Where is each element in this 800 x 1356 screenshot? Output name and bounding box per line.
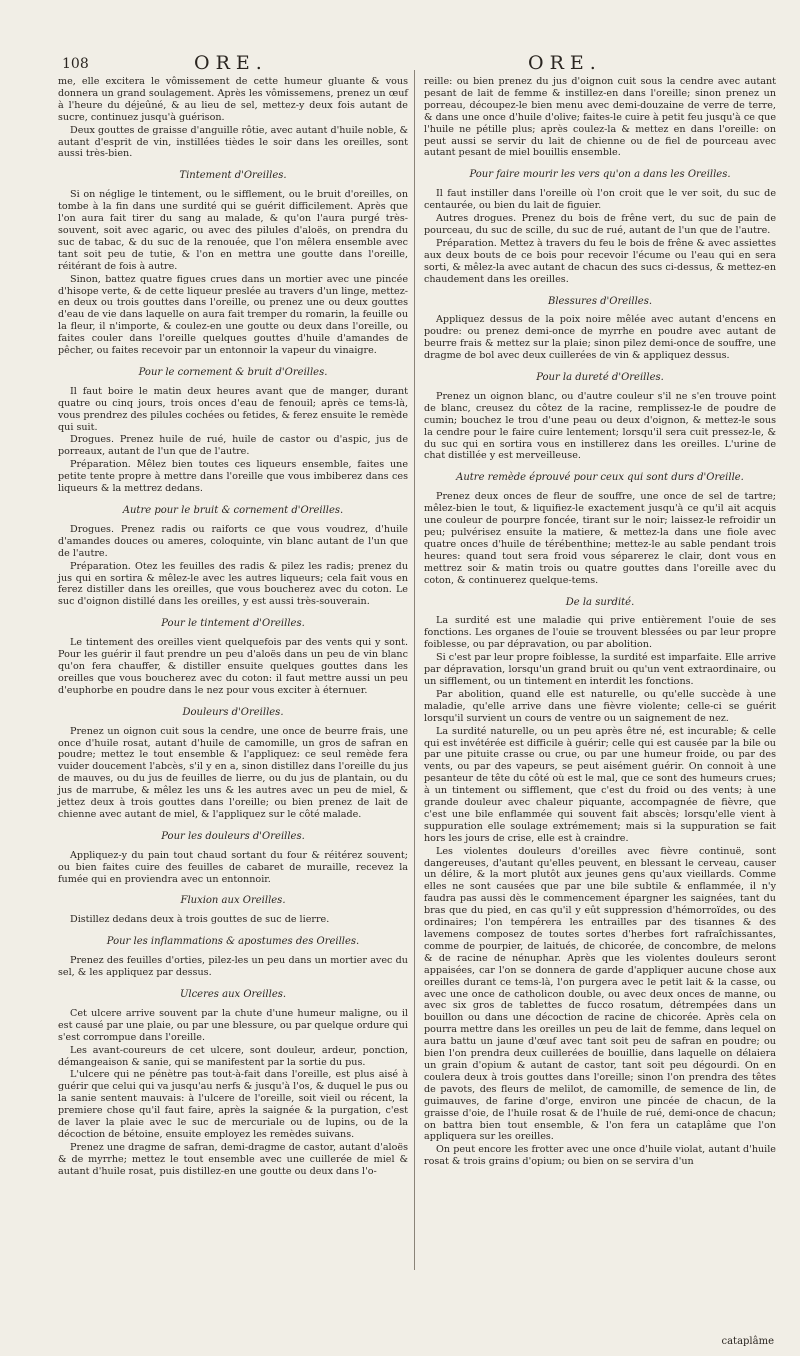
column-divider [414,70,415,1270]
section-heading: Pour la dureté d'Oreilles. [536,372,664,384]
paragraph: Distillez dedans deux à trois gouttes de suc de lierre. [70,914,330,926]
paragraph: La surdité est une maladie qui prive entièrement l'ouie de ses fonctions. Les organes de l'ouie se trouvent blessées ou par leur propre foiblesse, ou par dépravation, ou par abolition. [424,615,776,651]
paragraph: Prenez un oignon cuit sous la cendre, une once de beurre frais, une once d'huile rosat, autant d'huile de camomille, un gros de safran en poudre; mettez le tout ensemble & l'appliquez: ce seul remède fera vuider doucement l'abcès, s'il y en a, sinon distillez dans l'oreille du jus de mauves, ou du jus de feuilles de lierre, ou du jus de plantain, ou du jus de marrube, & mêlez les uns & les autres avec un peu de miel, & jettez deux à trois gouttes dans l'oreille; ou bien prenez de lait de chienne avec autant de miel, & l'appliquez sur le côté malade. [58,725,408,820]
section-heading: Pour le cornement & bruit d'Oreilles. [138,366,328,378]
section-heading: Fluxion aux Oreilles. [180,895,286,907]
paragraph: Si c'est par leur propre foiblesse, la surdité est imparfaite. Elle arrive par dépravation, lorsqu'un grand bruit ou qu'un vent extraordinaire, ou un sifflement, ou un tintement en interdit les fonctions. [424,652,776,687]
paragraph: Prenez un oignon blanc, ou d'autre couleur s'il ne s'en trouve point de blanc, creusez du côtez de la racine, remplissez-le de poudre de cumin; bouchez le trou d'une peau ou deux d'oignon, & mettez-le sous la cendre pour le faire cuire lentement; lorsqu'il sera cuit pressez-le, & du suc qui en sortira vous en instillerez dans les oreilles. L'urine de chat distillée y est merveilleuse. [424,390,776,462]
paragraph: Préparation. Otez les feuilles des radis & pilez les radis; prenez du jus qui en sortira & mêlez-le avec les autres liqueurs; cela fait vous en ferez distiller dans les oreilles, que vous boucherez avec du coton. Le suc d'oignon distillé dans les oreilles, y est aussi très-souverain. [58,560,408,608]
catchword: cataplâme [721,1336,774,1347]
paragraph: Le tintement des oreilles vient quelquefois par des vents qui y sont. Pour les guérir il faut prendre un peu d'aloës dans un peu de vin blanc qu'on fera chauffer, & distiller ensuite quelques gouttes dans les oreilles que vous boucherez avec du coton: il faut mettre aussi un peu d'euphorbe en poudre dans le nez pour vous exciter à éternuer. [58,637,408,696]
paragraph: Prenez des feuilles d'orties, pilez-les un peu dans un mortier avec du sel, & les appliquez par dessus. [58,955,408,979]
paragraph: Il faut instiller dans l'oreille où l'on croit que le ver soit, du suc de centaurée, ou bien du lait de figuier. [424,188,776,212]
paragraph: Prenez une dragme de safran, demi-dragme de castor, autant d'aloës & de myrrhe; mettez le tout ensemble avec une cuillerée de miel & autant d'huile rosat, puis distillez-en une goutte ou deux dans l'o- [58,1141,408,1177]
section-heading: Autre pour le bruit & cornement d'Oreilles. [122,505,344,516]
section-heading: Ulceres aux Oreilles. [179,989,287,1000]
paragraph: Il faut boire le matin deux heures avant que de manger, durant quatre ou cinq jours, trois onces d'eau de fenouil; après ce tems-là, vous prendrez des pilules cochées ou fetides, & ferez ensuite le remède qui suit. [58,385,408,433]
paragraph: Préparation. Mettez à travers du feu le bois de frêne & avec assiettes aux deux bouts de ce bois pour recevoir l'écume ou l'eau qui en sera sorti, & mêlez-la avec autant de chacun des sucs ci-dessus, & mettez-en chaudement dans les oreilles. [424,237,776,285]
paragraph: Les violentes douleurs d'oreilles avec fièvre continuë, sont dangereuses, d'autant qu'elles peuvent, en blessant le cerveau, causer un délire, & la mort plutôt aux jeunes gens qu'aux vieillards. Comme elles ne sont causées que par une bile subtile & enflammée, il n'y faudra pas aussi dès le commencement épargner les saignées, tant du bras que du pied, en cas qu'il y eût suppression d'hémorroïdes, ou des ordinaires; l'on tempérera les entrailles par des tisannes & des lavemens composez de toutes sortes d'herbes fort rafraîchissantes, comme de pourpier, de laitués, de chicorée, de concombre, de melons & de racine de nénuphar. Après que les violentes douleurs seront appaisées, car l'on se donnera de garde d'appliquer aucune chose aux oreilles durant ce tems-là, l'on purgera avec le petit lait & la casse, ou avec une once de catholicon double, ou avec deux onces de manne, ou avec six gros de tablettes de fucco rosatum, détrempées dans un bouillon ou dans une décoction de racine de chicorée. Après cela on pourra mettre dans les oreilles un peu de lait de femme, dans lequel on aura battu un jaune d'œuf avec tant soit peu de safran en poudre; ou bien l'on prendra deux cuillerées de bouillie, dans laquelle on délaiera un grain d'opium & autant de castor, tant soit peu dégourdi. On en coulera deux à trois gouttes dans l'oreille; sinon l'on prendra des têtes de pavots, des fleurs de melilot, de camomille, de semence de lin, de guimauves, de farine d'orge, environ une pincée de chacun, de la graisse d'oie, de l'huile rosat & de l'huile de rué, demi-once de chacun; on battra bien tout ensemble, & l'on fera un cataplâme que l'on appliquera sur les oreilles. [424,845,776,1143]
section-heading: De la surdité. [565,596,635,608]
running-head-right: ORE. [528,52,602,74]
paragraph: Prenez deux onces de fleur de souffre, une once de sel de tartre; mêlez-bien le tout, & liquifiez-le exactement jusqu'à ce qu'il ait acquis une couleur de pourpre foncée, tirant sur le noir; laissez-le refroidir un peu; pulvérisez ensuite la matiere, & mettez-la dans une fiole avec quatre onces d'huile de térébenthine; mettez-le au sable pendant trois heures: quand tout sera froid vous séparerez le clair, dont vous en mettrez soir & matin trois ou quatre gouttes dans l'oreille avec du coton, & continuerez quelque-tems. [424,491,776,586]
section-heading: Tintement d'Oreilles. [179,170,287,182]
paragraph: Appliquez dessus de la poix noire mêlée avec autant d'encens en poudre: ou prenez demi-once de myrrhe en poudre avec autant de beurre frais & mettez sur la plaie; sinon pilez demi-once de souffre, une dragme de bol avec deux cuillerées de vin & appliquez dessus. [424,314,776,362]
paragraph: Autres drogues. Prenez du bois de frêne vert, du suc de pain de pourceau, du suc de scille, du suc de rué, autant de l'un que de l'autre. [424,213,776,236]
paragraph: Cet ulcere arrive souvent par la chute d'une humeur maligne, ou il est causé par une plaie, ou par une blessure, ou par quelque ordure qui s'est corrompue dans l'oreille. [58,1007,408,1043]
paragraph: La surdité naturelle, ou un peu après être né, est incurable; & celle qui est invétérée est difficile à guérir; celle qui est causée par la bile ou par une pituite crasse ou crue, ou par une humeur froide, ou par des vents, ou par des vapeurs, se peut aisément guérir. On connoit à une pesanteur de tête du côté où est le mal, que ce sont des humeurs crues; à un tintement ou sifflement, que c'est du froid ou des vents; à une grande douleur avec chaleur piquante, accompagnée de fièvre, que c'est une bile enflammée qui souvent fait abscès; lorsqu'elle vient à suppuration elle soulage extrémement; mais si la suppuration se fait hors les jours de crise, elle est à craindre. [424,725,776,844]
paragraph: L'ulcere qui ne pénètre pas tout-à-fait dans l'oreille, est plus aisé à guérir que celui qui va jusqu'au nerfs & jusqu'à l'os, & duquel le pus ou la sanie sentent mauvais: à l'ulcere de l'oreille, soit vieil ou récent, la premiere chose qu'il faut faire, après la saignée & la purgation, c'est de laver la plaie avec le suc de mercuriale ou de lupins, ou de la décoction de bétoine, ensuite employez les remèdes suivans. [58,1069,408,1140]
paragraph: reille: ou bien prenez du jus d'oignon cuit sous la cendre avec autant pesant de lait de femme & instillez-en dans l'oreille; sinon prenez un porreau, découpez-le bien menu avec demi-douzaine de verre de terre, & dans une once d'huile d'olive; faites-le cuire à petit feu jusqu'à ce que l'huile ne pétille plus; après coulez-la & mettez en dans l'oreille: on peut aussi se servir du lait de chienne ou de fiel de pourceau avec autant pesant de miel bouillis ensemble. [424,76,776,159]
page-number: 108 [62,56,89,72]
paragraph: Par abolition, quand elle est naturelle, ou qu'elle succède à une maladie, qu'elle arrive dans une fièvre violente; celle-ci se guérit lorsqu'il survient un cours de ventre ou un saignement de nez. [424,688,776,724]
paragraph: Drogues. Prenez radis ou raiforts ce que vous voudrez, d'huile d'amandes douces ou ameres, coloquinte, vin blanc autant de l'un que de l'autre. [58,523,408,559]
section-heading: Autre remède éprouvé pour ceux qui sont durs d'Oreille. [456,472,744,484]
section-heading: Pour les douleurs d'Oreilles. [161,830,305,842]
right-column [424,76,776,1169]
left-column [58,76,408,1179]
running-head-left: ORE. [194,52,268,74]
section-heading: Pour les inflammations & apostumes des Oreilles. [106,936,360,948]
paragraph: Drogues. Prenez huile de rué, huile de castor ou d'aspic, jus de porreaux, autant de l'un que de l'autre. [58,434,408,458]
paragraph: Si on néglige le tintement, ou le sifflement, ou le bruit d'oreilles, on tombe à la fin dans une surdité qui se guérit difficilement. Après que l'on aura fait tirer du sang au malade, & qu'on l'aura purgé très-souvent, soit avec agaric, ou avec des pilules d'aloës, on prendra du suc de tabac, & du suc de la renouée, que l'on mêlera ensemble avec tant soit peu de tutie, & l'on en mettra une goutte dans l'oreille, réitérant de fois à autre. [58,189,408,272]
paragraph: me, elle excitera le vômissement de cette humeur gluante & vous donnera un grand soulagement. Après les vômissemens, prenez un œuf à l'heure du déjeûné, & au lieu de sel, mettez-y deux fois autant de sucre, continuez jusqu'à guérison. [58,76,408,123]
page-header [0,52,800,78]
paragraph: Deux gouttes de graisse d'anguille rôtie, avec autant d'huile noble, & autant d'esprit de vin, instillées tièdes le soir dans les oreilles, sont aussi très-bien. [58,124,408,160]
section-heading: Pour le tintement d'Oreilles. [161,618,305,630]
section-heading: Douleurs d'Oreilles. [182,706,284,718]
paragraph: Appliquez-y du pain tout chaud sortant du four & réitérez souvent; ou bien faites cuire des feuilles de cabaret de muraille, recevez la fumée qui en proviendra avec un entonnoir. [58,849,408,885]
paragraph: Les avant-coureurs de cet ulcere, sont douleur, ardeur, ponction, démangeaison & sanie, qui se manifestent par la sortie du pus. [58,1044,408,1068]
section-heading: Pour faire mourir les vers qu'on a dans les Oreilles. [469,169,731,181]
paragraph: Préparation. Mêlez bien toutes ces liqueurs ensemble, faites une petite tente propre à mettre dans l'oreille que vous imbiberez dans ces liqueurs & la mettrez dedans. [58,459,408,495]
section-heading: Blessures d'Oreilles. [547,295,653,307]
paragraph: On peut encore les frotter avec une once d'huile violat, autant d'huile rosat & trois grains d'opium; ou bien on se servira d'un [424,1144,776,1168]
paragraph: Sinon, battez quatre figues crues dans un mortier avec une pincée d'hisope verte, & de cette liqueur preslée au travers d'un linge, mettez-en deux ou trois gouttes dans l'oreille, ou prenez une ou deux gouttes d'eau de vie dans laquelle on aura fait tremper du romarin, la feuille ou la fleur, il n'importe, & coulez-en une goutte ou deux dans l'oreille, ou faites couler dans l'oreille quelques gouttes d'huile d'amandes de pêcher, ou faites recevoir par un entonnoir la vapeur du vinaigre. [58,273,408,357]
